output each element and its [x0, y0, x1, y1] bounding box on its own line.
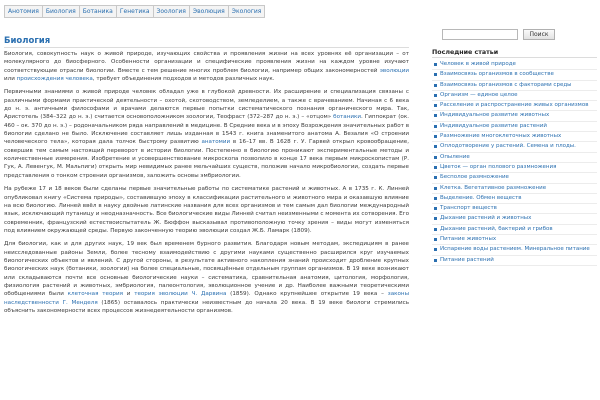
- bullet-icon: [434, 135, 437, 138]
- link-darwin-theory[interactable]: теория эволюции Ч. Дарвина: [134, 291, 227, 298]
- sidebar-item[interactable]: [432, 60, 597, 70]
- para-text: в 16–17 вв. В 1628 г. У. Гарвей открыл кровообращение, совершив тем самым настоящий переворот в истории биологии. Постепенно в биологию проникают экспериментальные методы и количественные измерения. Изобретение и усовершенствование микроскопа позволило в конце 17 века первым микроскопистам (Р. Гук, А. Левенгук, М. Мальпиги) открыть мир невидимых ранее мельчайших существ, положив начало микробиологии, создать первые представления о тонком строении организмов, заложить основы эмбриологии.: [4, 139, 410, 179]
- link-anatomy[interactable]: анатомии: [201, 139, 231, 146]
- para-text: или: [4, 76, 17, 83]
- sidebar-item-label: Расселение и распространение живых организмов: [440, 102, 589, 109]
- sidebar-item[interactable]: [432, 91, 597, 101]
- para-text: Первичными знаниями о живой природе человек обладал уже в глубокой древности. Их расширение и специализация связаны с различными формами практической деятельности – охотой, скотоводством, земледелием, а также с врачеванием. Начиная с 6 века до н. э. античными философами и врачами делаются первые попытки систематического познания органического мира. Так, Аристотель (384–322 до н. э.) считается основоположником зоологии, Теофраст (372–287 до н. э.) – «отцом»: [4, 89, 409, 121]
- sidebar-item-label: Взаимосвязь организмов с факторами среды: [440, 81, 572, 88]
- sidebar-item[interactable]: [432, 122, 597, 132]
- sidebar-item-label: Организм — единое целое: [440, 91, 518, 98]
- sidebar-item[interactable]: [432, 225, 597, 235]
- sidebar-heading: Последние статьи: [432, 48, 597, 58]
- sidebar-item-label: Питание животных: [440, 236, 497, 243]
- bullet-icon: [434, 125, 437, 128]
- sidebar-item[interactable]: [432, 214, 597, 224]
- search-button[interactable]: Поиск: [523, 29, 555, 40]
- sidebar-item[interactable]: [432, 194, 597, 204]
- bullet-icon: [434, 145, 437, 148]
- sidebar-item[interactable]: [432, 235, 597, 245]
- sidebar-item[interactable]: [432, 70, 597, 80]
- bullet-icon: [434, 94, 437, 97]
- recent-articles-list: [432, 60, 597, 266]
- sidebar-item-label: Цветок — орган полового размножения: [440, 163, 557, 170]
- sidebar-item-label: Питание растений: [440, 256, 494, 263]
- sidebar-item[interactable]: [432, 111, 597, 121]
- para-text: , требует объединения подходов и методов различных наук.: [92, 76, 275, 83]
- search-input[interactable]: [442, 29, 518, 40]
- bullet-icon: [434, 248, 437, 251]
- bullet-icon: [434, 176, 437, 179]
- paragraph-systematics: На рубеже 17 и 18 веков были сделаны первые значительные работы по систематике растений и животных. А в 1735 г. К. Линней опубликовал книгу «Система природы», составившую эпоху в классификации растительного и животного мира и оказавшую влияние на всю биологию. Линней ввёл в науку двойные латинские названия для всех организмов и тем самым дал биологии международный язык, исключающий путаницу и неодназначность. Все биологические виды Линней считал неизменными с момента их сотворения. Его современник, французский естествоиспытатель Ж. Бюффон высказывал противоположную точку зрения – виды могут изменяться под влиянием окружающей среды. Первую законченную теорию эволюции создал Ж.Б. Ламарк (1809).: [4, 186, 409, 234]
- link-mendel-laws[interactable]: законы наследственности Г. Менделя: [4, 291, 409, 306]
- bullet-icon: [434, 63, 437, 66]
- sidebar-item-label: Оплодотворение у растений. Семена и плоды.: [440, 143, 576, 150]
- para-text: Биология, совокупность наук о живой природе, изучающих свойства и проявления жизни на всех уровнях её организации – от молекулярного до биосферного. Особенности организации и специфические проявления жизни на каждом уровне изучают соответствующие отрасли биологии. Вместе с тем решение многих проблем биологии, например общих закономерностей: [4, 51, 409, 74]
- sidebar-item-label: Взаимосвязь организмов в сообществе: [440, 71, 554, 78]
- bullet-icon: [434, 207, 437, 210]
- bullet-icon: [434, 73, 437, 76]
- nav-item-botany[interactable]: Ботаника: [80, 6, 117, 17]
- sidebar-item[interactable]: [432, 163, 597, 173]
- bullet-icon: [434, 197, 437, 200]
- nav-item-evolution[interactable]: Эволюция: [190, 6, 229, 17]
- bullet-icon: [434, 156, 437, 159]
- sidebar-item[interactable]: [432, 142, 597, 152]
- para-text: . Гиппократ (ок. 460 – ок. 370 до н. э.) – родоначальником ряда направлений в медицине. В Средние века и в эпоху Возрождения значительных работ в биологии сделано не было. Исключение составляет лишь изданная в 1543 г. книга знаменитого анатома А. Везалия «О строении человеческого тела», которая дала толчок быстрому развитию: [4, 114, 410, 146]
- sidebar-item-label: Размножение многоклеточных животных: [440, 133, 562, 140]
- sidebar-item[interactable]: [432, 256, 597, 266]
- sidebar-item[interactable]: [432, 245, 597, 255]
- sidebar-item-label: Выделение. Обмен веществ: [440, 194, 522, 201]
- bullet-icon: [434, 104, 437, 107]
- paragraph-19th-century: [4, 240, 409, 315]
- bullet-icon: [434, 217, 437, 220]
- paragraph-history: [4, 88, 409, 180]
- nav-item-zoology[interactable]: Зоология: [154, 6, 190, 17]
- link-botany[interactable]: ботаники: [333, 114, 362, 121]
- sidebar-item-label: Транспорт веществ: [440, 205, 497, 212]
- sidebar-item[interactable]: [432, 173, 597, 183]
- paragraph-intro: [4, 50, 409, 83]
- sidebar-item[interactable]: [432, 101, 597, 111]
- para-text: (1865) оставалось практически неизвестным до начала 20 века. В 19 веке биологи стремились объяснить закономерности всех процессов жизнедеятельности организмов.: [4, 299, 409, 314]
- sidebar-item-label: Опыление: [440, 153, 470, 160]
- sidebar-item-label: Дыхание растений и животных: [440, 215, 532, 222]
- bullet-icon: [434, 238, 437, 241]
- bullet-icon: [434, 84, 437, 87]
- sidebar-item-label: Клетка. Вегетативное размножение: [440, 184, 547, 191]
- bullet-icon: [434, 187, 437, 190]
- nav-item-ecology[interactable]: Экология: [231, 8, 262, 15]
- sidebar-item-label: Индивидуальное развитие животных: [440, 112, 550, 119]
- link-human-origin[interactable]: происхождения человека: [16, 76, 93, 83]
- bullet-icon: [434, 259, 437, 262]
- sidebar-item[interactable]: [432, 81, 597, 91]
- sidebar-item-label: Бесполое размножение: [440, 174, 509, 181]
- top-nav: [4, 5, 265, 18]
- link-evolution[interactable]: эволюции: [379, 67, 409, 74]
- nav-item-genetics[interactable]: Генетика: [117, 6, 154, 17]
- bullet-icon: [434, 166, 437, 169]
- nav-item-biology[interactable]: Биология: [43, 6, 80, 17]
- sidebar-item-label: Человек в живой природе: [440, 61, 516, 67]
- sidebar-item[interactable]: [432, 132, 597, 142]
- sidebar-item-label: Индивидуальное развитие растений: [440, 122, 547, 129]
- title-row: [4, 36, 409, 48]
- sidebar-item[interactable]: [432, 153, 597, 163]
- nav-item-anatomy[interactable]: Анотомия: [5, 6, 43, 17]
- page-title: Биология: [4, 36, 51, 46]
- sidebar-item[interactable]: [432, 204, 597, 214]
- sidebar-item-label: Дыхание растений, бактерий и грибов: [440, 225, 553, 232]
- link-cell-theory[interactable]: клеточная теория: [67, 291, 123, 298]
- sidebar-item-label: Испарение воды растением. Минеральное питание: [440, 246, 590, 253]
- para-text: и: [122, 291, 135, 298]
- bullet-icon: [434, 114, 437, 117]
- sidebar: [432, 48, 597, 266]
- article: [4, 36, 409, 320]
- para-text: Для биологии, как и для других наук, 19 век был временем бурного развития. Благодаря новым методам, экспедициям в ранее неисследованные районы Земли, более тесному взаимодействию с другими науками существенно расширился круг изучаемых биологических объектов и явлений. С другой стороны, в результате активного накопления знаний происходит дробление крупных биологических наук (ботаники, зоологии) на более специальные, посвящённые отдельным группам организмов. В 19 веке возникают или складываются почти все основные биологические науки – систематика, сравнительная анатомия, цитология, морфология, физиология растений и животных, эмбриология, палеонтология, эволюционное учение и др. Наиболее важными теоретическими обобщениями были: [4, 241, 409, 298]
- sidebar-item[interactable]: [432, 184, 597, 194]
- para-text: (1859). Однако крупнейшее открытие 19 века –: [226, 291, 388, 298]
- bullet-icon: [434, 228, 437, 231]
